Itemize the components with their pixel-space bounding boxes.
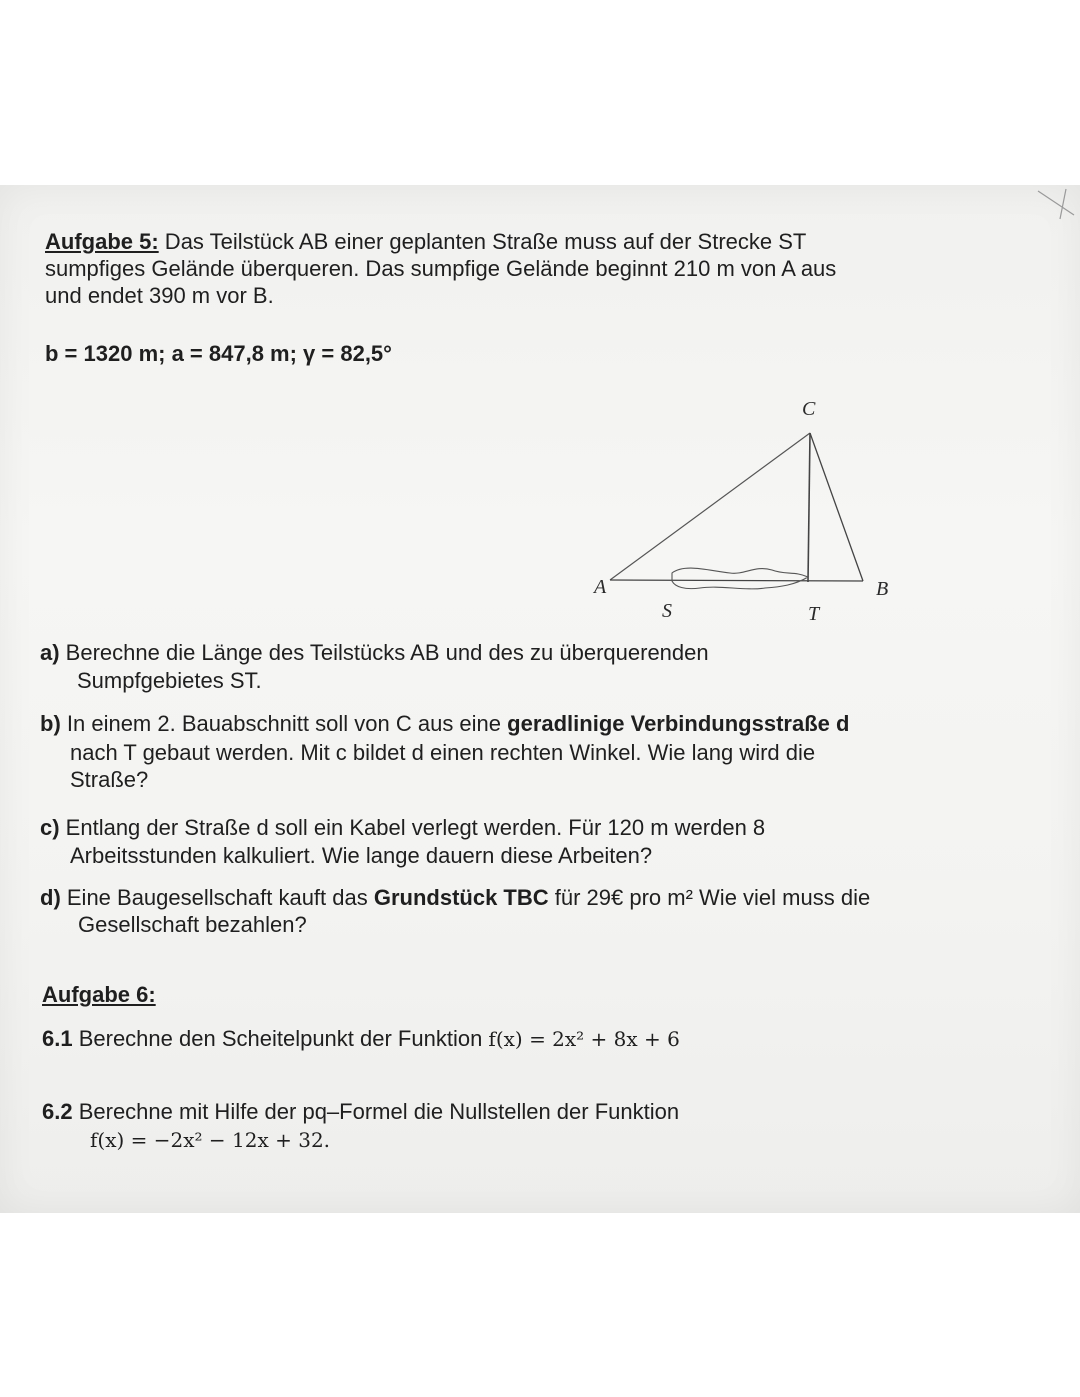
task6-2-line1 — [42, 1099, 679, 1125]
task6-heading: Aufgabe 6: — [42, 982, 156, 1007]
task5-heading: Aufgabe 5: — [45, 229, 159, 254]
pencil-cross-mark — [1030, 185, 1080, 225]
question-c-label: c) — [40, 815, 60, 840]
task6-1-line — [42, 1026, 680, 1052]
question-b-line2: nach T gebaut werden. Mit c bildet d einen rechten Winkel. Wie lang wird die — [70, 740, 816, 765]
worksheet-page — [0, 185, 1080, 1213]
question-a-line2: Sumpfgebietes ST. — [77, 668, 262, 693]
question-b-bold: geradlinige Verbindungsstraße d — [507, 711, 850, 736]
question-d-bold: Grundstück TBC — [373, 885, 549, 910]
question-b-line3: Straße? — [70, 767, 149, 792]
task6-2-text: Berechne mit Hilfe der pq–Formel die Nullstellen der Funktion — [72, 1099, 680, 1124]
question-c-line2: Arbeitsstunden kalkuliert. Wie lange dauern diese Arbeiten? — [70, 843, 653, 868]
question-a-label: a) — [40, 640, 60, 665]
task6-2-label: 6.2 — [42, 1099, 73, 1124]
question-c-line1 — [40, 815, 765, 841]
task5-intro-text: Das Teilstück AB einer geplanten Straße muss auf der Strecke ST — [158, 229, 807, 254]
question-d-label: d) — [40, 885, 61, 910]
question-d-text: Eine Baugesellschaft kauft das — [60, 885, 374, 910]
label-c: C — [802, 398, 816, 420]
side-b-line — [610, 433, 810, 580]
task6-1-formula: f(x) = 2x² + 8x + 6 — [488, 1027, 680, 1051]
label-a: A — [594, 576, 607, 598]
question-d-line1 — [40, 885, 870, 911]
task5-intro-line2: sumpfiges Gelände überqueren. Das sumpfige Gelände beginnt 210 m von A aus — [45, 256, 837, 281]
question-a-line1 — [40, 640, 709, 666]
label-t: T — [808, 603, 820, 625]
task5-givens: b = 1320 m; a = 847,8 m; γ = 82,5° — [45, 341, 392, 366]
triangle-diagram — [580, 395, 900, 630]
question-b-label: b) — [40, 711, 61, 736]
task6-1-label: 6.1 — [42, 1026, 73, 1051]
task5-intro-line1 — [45, 229, 806, 255]
task5-intro-line3: und endet 390 m vor B. — [45, 283, 274, 308]
side-a-line — [810, 433, 863, 581]
question-c-text: Entlang der Straße d soll ein Kabel verlegt werden. Für 120 m werden 8 — [59, 815, 766, 840]
swamp-area-outline — [672, 568, 808, 589]
question-b-text: In einem 2. Bauabschnitt soll von C aus eine — [60, 711, 508, 736]
road-d-line — [808, 433, 810, 582]
question-d-line2: Gesellschaft bezahlen? — [78, 912, 307, 937]
question-b-line1 — [40, 711, 849, 737]
question-a-text: Berechne die Länge des Teilstücks AB und des zu überquerenden — [59, 640, 709, 665]
task6-1-text: Berechne den Scheitelpunkt der Funktion — [72, 1026, 489, 1051]
question-d-text-post: für 29€ pro m² Wie viel muss die — [548, 885, 871, 910]
label-b: B — [876, 578, 889, 600]
task6-2-formula: f(x) = −2x² − 12x + 32. — [90, 1128, 331, 1152]
label-s: S — [662, 600, 672, 622]
side-c-line — [610, 580, 863, 581]
